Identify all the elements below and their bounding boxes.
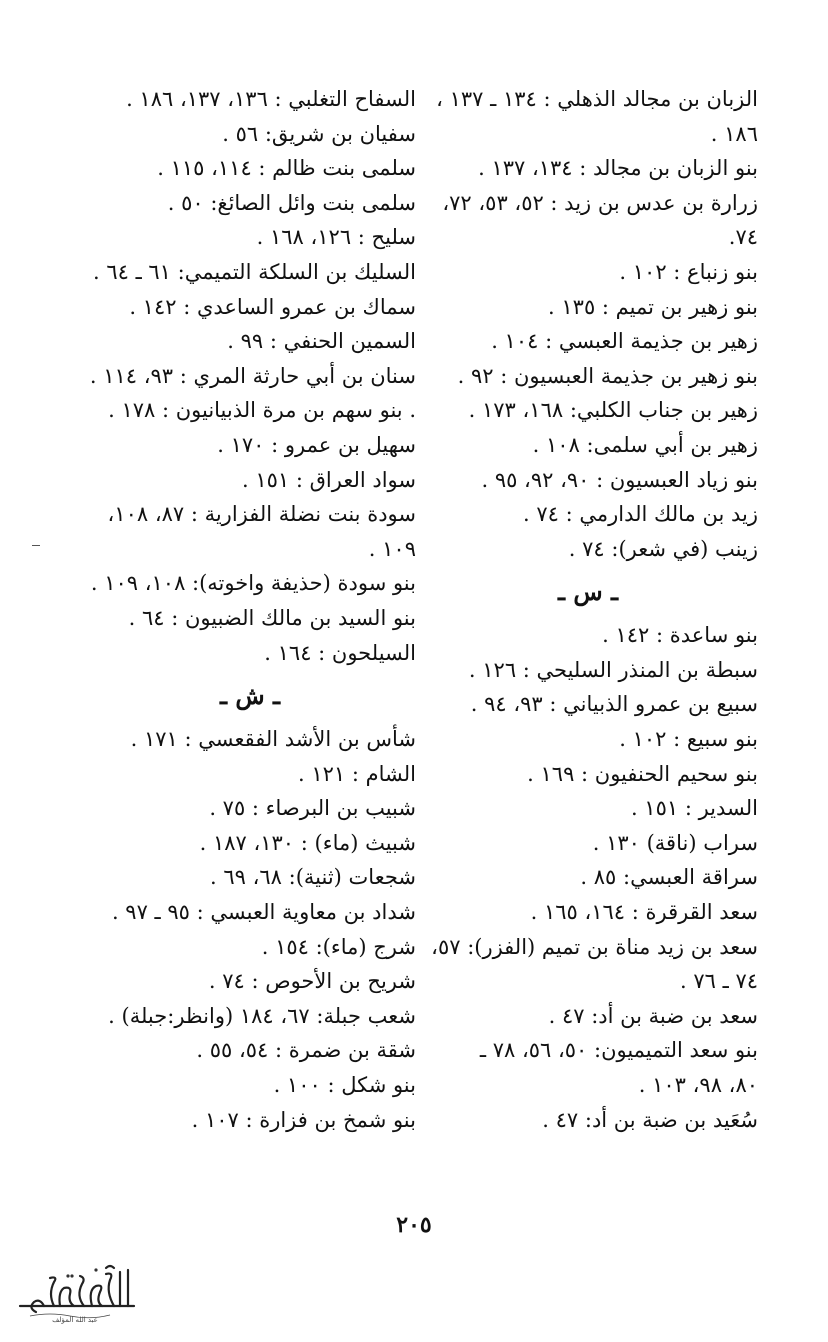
index-entry-line: شعب جبلة: ٦٧، ١٨٤ (وانظر:جبلة) . bbox=[108, 1003, 416, 1028]
index-entry-line: السليك بن السلكة التميمي: ٦١ ـ ٦٤ . bbox=[92, 259, 416, 284]
index-entry-line: السمين الحنفي : ٩٩ . bbox=[227, 329, 416, 354]
index-entry-line: بنو سعد التميميون: ٥٠، ٥٦، ٧٨ ـ bbox=[479, 1038, 758, 1063]
index-entry-line: بنو سودة (حذيفة واخوته): ١٠٨، ١٠٩ . bbox=[90, 571, 416, 596]
index-entry-line: سودة بنت نضلة الفزارية : ٨٧، ١٠٨، bbox=[107, 502, 416, 527]
index-entry-line: الشام : ١٢١ . bbox=[298, 761, 416, 786]
index-entry-line: سعد القرقرة : ١٦٤، ١٦٥ . bbox=[530, 899, 758, 924]
index-entry-line: ١٨٦ . bbox=[710, 121, 758, 146]
index-entry-line: سعد بن زيد مناة بن تميم (الفزر): ٥٧، bbox=[431, 934, 758, 959]
index-entry-line: سفيان بن شريق: ٥٦ . bbox=[222, 121, 416, 146]
index-entry-line: سلمى بنت ظالم : ١١٤، ١١٥ . bbox=[157, 156, 416, 181]
index-column-left bbox=[84, 82, 416, 1137]
index-entry-line: سلمى بنت وائل الصائغ: ٥٠ . bbox=[167, 190, 416, 215]
section-heading: ـ س ـ bbox=[557, 577, 619, 607]
index-column-right bbox=[418, 82, 758, 1137]
index-entry-line: . بنو سهم بن مرة الذبيانيون : ١٧٨ . bbox=[108, 398, 416, 423]
index-entry-line: سواد العراق : ١٥١ . bbox=[241, 467, 416, 492]
index-entry-line: بنو سحيم الحنفيون : ١٦٩ . bbox=[527, 761, 758, 786]
index-entry-line: شأس بن الأشد الفقعسي : ١٧١ . bbox=[130, 726, 416, 751]
index-entry-line: شريح بن الأحوص : ٧٤ . bbox=[208, 969, 416, 994]
index-entry-line: ٨٠، ٩٨، ١٠٣ . bbox=[638, 1072, 758, 1097]
library-stamp-logo bbox=[10, 1262, 140, 1324]
index-entry-line: بنو زهير بن تميم : ١٣٥ . bbox=[548, 294, 758, 319]
index-entry-line: بنو ساعدة : ١٤٢ . bbox=[602, 623, 758, 648]
index-entry-line: سنان بن أبي حارثة المري : ٩٣، ١١٤ . bbox=[89, 363, 416, 388]
index-entry-line: زهير بن جذيمة العبسي : ١٠٤ . bbox=[491, 329, 758, 354]
index-entry-line: سماك بن عمرو الساعدي : ١٤٢ . bbox=[129, 294, 416, 319]
index-entry-line: بنو الزبان بن مجالد : ١٣٤، ١٣٧ . bbox=[478, 156, 758, 181]
stamp-subtext: عبد الله المؤلف bbox=[52, 1316, 98, 1324]
index-entry-line: بنو السيد بن مالك الضبيون : ٦٤ . bbox=[128, 605, 416, 630]
index-entry-line: بنو شكل : ١٠٠ . bbox=[273, 1072, 416, 1097]
section-heading: ـ ش ـ bbox=[219, 681, 281, 711]
margin-tick bbox=[32, 545, 40, 546]
index-entry-line: سراقة العبسي: ٨٥ . bbox=[580, 865, 758, 890]
index-entry-line: ٧٤. bbox=[728, 225, 758, 250]
index-entry-line: سبيع بن عمرو الذبياني : ٩٣، ٩٤ . bbox=[470, 692, 758, 717]
index-entry-line: بنو شمخ بن فزارة : ١٠٧ . bbox=[191, 1107, 416, 1132]
index-entry-line: سُعَيد بن ضبة بن أد: ٤٧ . bbox=[542, 1107, 758, 1132]
index-entry-line: شجعات (ثنية): ٦٨، ٦٩ . bbox=[210, 865, 416, 890]
index-entry-line: زينب (في شعر): ٧٤ . bbox=[568, 536, 758, 561]
index-entry-line: زرارة بن عدس بن زيد : ٥٢، ٥٣، ٧٢، bbox=[442, 190, 758, 215]
index-entry-line: بنو زهير بن جذيمة العبسيون : ٩٢ . bbox=[457, 363, 758, 388]
index-entry-line: بنو زياد العبسيون : ٩٠، ٩٢، ٩٥ . bbox=[481, 467, 758, 492]
index-entry-line: ٧٤ ـ ٧٦ . bbox=[680, 969, 758, 994]
index-entry-line: سعد بن ضبة بن أد: ٤٧ . bbox=[548, 1003, 758, 1028]
index-entry-line: الزبان بن مجالد الذهلي : ١٣٤ ـ ١٣٧ ، bbox=[436, 87, 758, 111]
index-entry-line: زيد بن مالك الدارمي : ٧٤ . bbox=[523, 502, 758, 527]
index-entry-line: السفاح التغلبي : ١٣٦، ١٣٧، ١٨٦ . bbox=[126, 87, 416, 111]
index-entry-line: سبطة بن المنذر السليحي : ١٢٦ . bbox=[468, 657, 758, 682]
index-entry-line: بنو سبيع : ١٠٢ . bbox=[619, 726, 758, 751]
index-entry-line: السيلحون : ١٦٤ . bbox=[264, 640, 416, 665]
index-entry-line: شداد بن معاوية العبسي : ٩٥ ـ ٩٧ . bbox=[111, 899, 416, 924]
index-entry-line: ١٠٩ . bbox=[368, 536, 416, 561]
index-entry-line: شبيب بن البرصاء : ٧٥ . bbox=[209, 796, 416, 821]
index-entry-line: شبيث (ماء) : ١٣٠، ١٨٧ . bbox=[199, 830, 416, 855]
index-entry-line: بنو زنباع : ١٠٢ . bbox=[619, 259, 758, 284]
index-entry-line: شقة بن ضمرة : ٥٤، ٥٥ . bbox=[196, 1038, 416, 1063]
index-entry-line: سليح : ١٢٦، ١٦٨ . bbox=[256, 225, 416, 250]
index-entry-line: سراب (ناقة) ١٣٠ . bbox=[592, 830, 758, 855]
index-entry-line: زهير بن أبي سلمى: ١٠٨ . bbox=[532, 432, 758, 457]
page-number: ٢٠٥ bbox=[396, 1212, 432, 1238]
index-entry-line: سهيل بن عمرو : ١٧٠ . bbox=[217, 432, 416, 457]
index-entry-line: شرج (ماء): ١٥٤ . bbox=[261, 934, 416, 959]
index-entry-line: زهير بن جناب الكلبي: ١٦٨، ١٧٣ . bbox=[468, 398, 758, 423]
index-entry-line: السدير : ١٥١ . bbox=[630, 796, 758, 821]
